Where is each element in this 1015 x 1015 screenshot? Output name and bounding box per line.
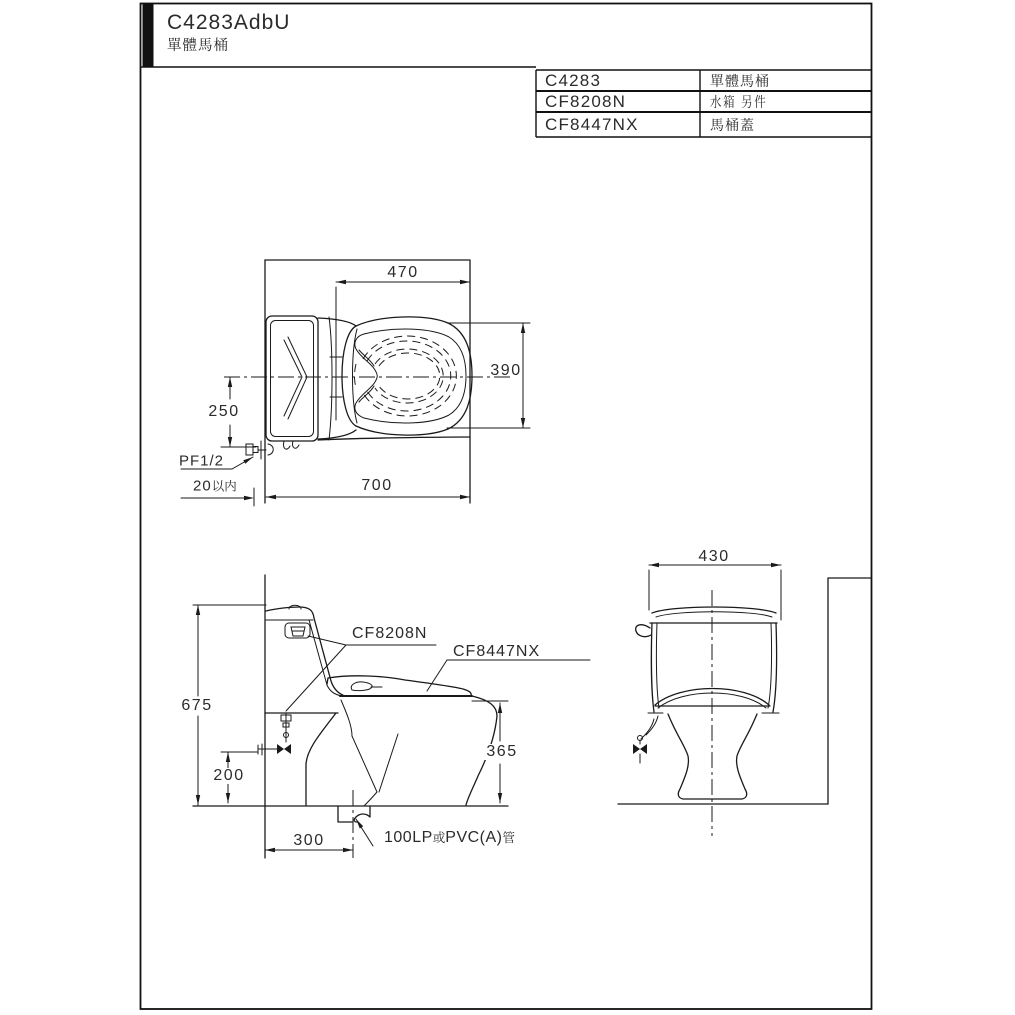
- top-view: [181, 260, 530, 506]
- title-block-bar: [143, 4, 154, 67]
- label-drain-pipe-part2: 或: [432, 831, 446, 845]
- drawing-title: C4283AdbU: [167, 11, 291, 34]
- table-row-name: 水箱 另件: [710, 94, 768, 110]
- table-row-code: CF8208N: [545, 92, 627, 111]
- table-row-code: CF8447NX: [545, 115, 639, 134]
- table-row-name: 單體馬桶: [710, 73, 770, 89]
- table-row-code: C4283: [545, 71, 602, 90]
- dim-overall-height: 675: [181, 697, 213, 714]
- dim-tank-width: 430: [698, 548, 730, 565]
- dim-rim-height: 365: [486, 743, 518, 760]
- dim-overall-length: 700: [361, 477, 393, 494]
- dim-supply-wall-offset-unit: 以内: [211, 479, 237, 494]
- label-drain-pipe-part1: 100LP: [384, 829, 433, 846]
- front-view: [618, 563, 871, 836]
- dim-seat-length: 470: [387, 264, 419, 281]
- label-drain-pipe-part3: PVC(A): [445, 829, 503, 846]
- table-row-name: 馬桶蓋: [710, 117, 755, 133]
- dim-supply-wall-offset: [193, 479, 237, 494]
- label-drain-pipe: [384, 830, 515, 846]
- label-drain-pipe-part4: 管: [502, 831, 516, 845]
- side-view: [193, 575, 590, 858]
- dim-supply-inlet-height: 200: [213, 767, 245, 784]
- dim-supply-height-plan: 250: [208, 403, 240, 420]
- sheet-frame: [141, 4, 872, 1010]
- label-tank-fitting: CF8208N: [352, 625, 428, 642]
- label-supply-thread: PF1/2: [179, 452, 225, 470]
- label-seat-cover: CF8447NX: [453, 643, 541, 660]
- drawing-subtitle: 單體馬桶: [167, 38, 229, 54]
- dim-supply-wall-offset-value: 20: [193, 477, 212, 495]
- dim-drain-setback: 300: [293, 832, 325, 849]
- dim-bowl-width: 390: [490, 362, 522, 379]
